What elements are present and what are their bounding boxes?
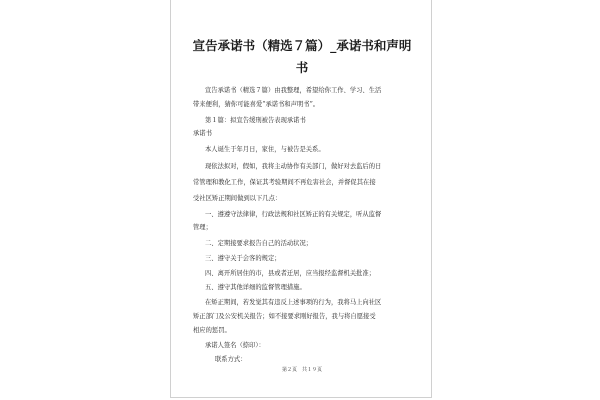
item-1-line-2: 管理； xyxy=(193,224,212,231)
intro-line-1: 宣告承诺书（精选７篇）由我整理，希望给你工作、学习、生活 xyxy=(205,87,382,94)
letter-heading: 承诺书 xyxy=(193,130,212,137)
section-heading: 第１篇：拟宣告缓刑被告表现承诺书 xyxy=(205,117,306,124)
closing-line-1: 在矫正期间，若发觉其有违反上述事项的行为，我将马上向社区 xyxy=(205,299,382,306)
item-5: 五、遵守其他详细的监督管理措施。 xyxy=(205,284,306,291)
item-2: 二、定期接要求报告自己的活动状况； xyxy=(205,240,313,247)
contact-line: 联系方式： xyxy=(215,356,247,363)
item-3: 三、遵守关于会客的规定； xyxy=(205,255,281,262)
document-page xyxy=(170,0,432,398)
document-title-line-1: 宣告承诺书（精选７篇）_承诺书和声明 xyxy=(192,38,412,53)
closing-line-3: 相应的惩罚。 xyxy=(193,327,231,334)
body-line-4: 受社区矫正期间做到以下几点： xyxy=(193,195,282,202)
closing-line-2: 矫正部门及公安机关报告；如不接要求刚好报告，我与将自愿接受 xyxy=(193,313,376,320)
intro-line-2: 带来便利，猜你可能喜爱“承诺书和声明书”。 xyxy=(193,101,320,108)
signature-line: 承诺人签名（捺印）： xyxy=(205,342,265,349)
body-line-3: 常管理和教化工作，保证其考验期间不再危害社会，并督促其在接 xyxy=(193,179,376,186)
body-line-1: 本人诞生于年月日，家住，与被告是关系。 xyxy=(205,146,325,153)
item-1-line-1: 一、遵遵守法律律，行政法规和社区矫正的有关规定，听从监督 xyxy=(205,211,382,218)
item-4: 四、离开所居住的市，县或者迁居，应当报经监督机关批准； xyxy=(205,270,376,277)
document-title-line-2: 书 xyxy=(295,60,309,75)
body-line-2: 现依法拟对，假如，我将主动协作有关部门，做好对去监后的日 xyxy=(205,163,382,170)
page-number: 第２页 共１９页 xyxy=(281,367,322,373)
